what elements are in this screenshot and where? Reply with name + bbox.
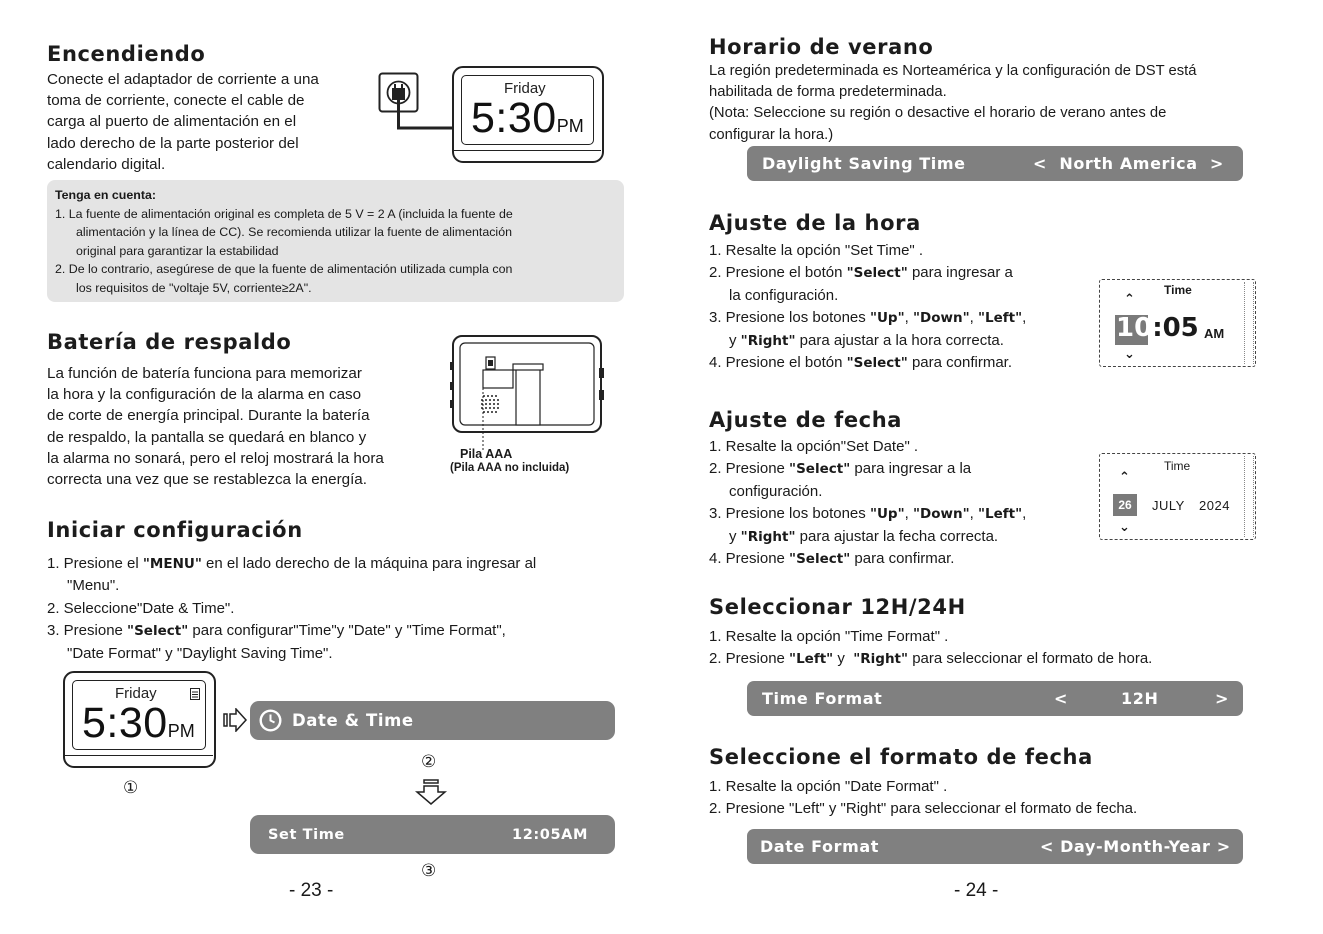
page-number-right: - 24 - [954, 880, 999, 901]
chevron-down-icon[interactable]: ⌄ [1119, 519, 1130, 534]
dst-setting-bar[interactable] [747, 146, 1243, 181]
time-preview-label: Time [1164, 283, 1192, 297]
time-format-next-icon[interactable]: > [1215, 689, 1230, 708]
chevron-up-icon[interactable]: ⌃ [1124, 291, 1135, 306]
step-marker-3: ③ [421, 861, 437, 880]
scroll-strip [1244, 282, 1254, 364]
set-time-label: Set Time [268, 826, 345, 843]
power-outlet-icon [378, 72, 458, 137]
date-preview-month: JULY [1152, 498, 1185, 513]
power-title: Encendiendo [47, 42, 206, 66]
note-title: Tenga en cuenta: [55, 188, 156, 202]
date-format-label: Date Format [760, 837, 880, 856]
device-day: Friday [504, 80, 546, 97]
date-steps: 1. Resalte la opción"Set Date" . 2. Presione "Select" para ingresar a la configuración. 3. Presione los botones "Up", "Down", "Left", y "Right" para ajustar la fecha correcta. 4. Presione "Select" para confirmar. [709, 438, 1027, 568]
device-back-illustration [450, 334, 605, 454]
power-text: Conecte el adaptador de corriente a una toma de corriente, conecte el cable de carga al puerto de alimentación en el lado derecho de la parte posterior del calendario digital. [47, 71, 319, 173]
setup-steps: 1. Presione el "MENU" en el lado derecho de la máquina para ingresar al "Menu". 2. Seleccione"Date & Time". 3. Presione "Select" para configurar"Time"y "Date" y "Time Format", "Date Format" y "Daylight Saving Time". [47, 555, 537, 662]
dst-value: < North America > [1033, 154, 1224, 173]
time-format-value: 12H [1121, 689, 1159, 708]
day-highlight[interactable]: 26 [1113, 494, 1137, 516]
scroll-strip [1244, 456, 1254, 537]
device-day: Friday [115, 685, 157, 702]
dateformat-steps: 1. Resalte la opción "Date Format" . 2. Presione "Left" y "Right" para seleccionar el formato de fecha. [709, 778, 1138, 818]
device-time: 5:30PM [82, 699, 195, 747]
calendar-device-illustration [452, 66, 604, 163]
dst-title: Horario de verano [709, 35, 934, 59]
time-steps: 1. Resalte la opción "Set Time" . 2. Presione el botón "Select" para ingresar a la configuración. 3. Presione los botones "Up", "Down", "Left", y "Right" para ajustar a la hora correcta. 4. Presione el botón "Select" para confirmar. [709, 242, 1027, 372]
battery-text: La función de batería funciona para memorizar la hora y la configuración de la alarma en caso de corte de energía principal. Durante la batería de respaldo, la pantalla se quedará en blanco y la alarma no sonará, pero el reloj mostrará la hora correcta una vez que se restablezca la energía. [47, 365, 384, 489]
menu-item-set-time[interactable] [250, 815, 615, 854]
chevron-up-icon[interactable]: ⌃ [1119, 469, 1130, 484]
device-time: 5:30PM [471, 94, 584, 142]
time-preview-ampm: AM [1204, 326, 1225, 341]
setup-title: Iniciar configuración [47, 518, 303, 542]
note-box: Tenga en cuenta: 1. La fuente de alimentación original es completa de 5 V = 2 A (incluida la fuente de alimentación y la línea de CC). Se recomienda utilizar la fuente de alimentación original para garantizar la estabilidad 2. De lo contrario, asegúrese de que la fuente de alimentación utilizada cumpla con los requisitos de "voltaje 5V, corriente≥2A". [47, 180, 624, 302]
date-preview-box [1099, 453, 1256, 540]
dst-label: Daylight Saving Time [762, 154, 966, 173]
time-preview-box [1099, 279, 1256, 367]
arrow-right-icon [223, 708, 248, 732]
date-format-bar[interactable] [747, 829, 1243, 864]
time-format-prev-icon[interactable]: < [1054, 689, 1069, 708]
clock-icon [258, 708, 283, 733]
chevron-down-icon[interactable]: ⌄ [1124, 346, 1135, 361]
battery-label: Pila AAA [460, 447, 513, 461]
dateformat-title: Seleccione el formato de fecha [709, 745, 1093, 769]
step-marker-2: ② [421, 752, 437, 771]
set-time-value: 12:05AM [512, 826, 589, 843]
arrow-down-icon [415, 779, 447, 805]
date-preview-label: Time [1164, 459, 1191, 473]
time-title: Ajuste de la hora [709, 211, 921, 235]
battery-title: Batería de respaldo [47, 330, 292, 354]
date-title: Ajuste de fecha [709, 408, 903, 432]
step-marker-1: ① [123, 778, 139, 797]
time-preview-value: 10:05 [1116, 313, 1199, 343]
time-format-label: Time Format [762, 689, 883, 708]
date-format-value: < Day-Month-Year > [1040, 837, 1231, 856]
menu-item-date-time[interactable] [250, 701, 615, 740]
time-format-bar[interactable] [747, 681, 1243, 716]
date-preview-year: 2024 [1199, 498, 1230, 513]
calendar-device-menu-illustration [63, 671, 216, 768]
battery-note-label: (Pila AAA no incluida) [450, 462, 570, 474]
format-steps: 1. Resalte la opción "Time Format" . 2. Presione "Left" y "Right" para seleccionar el formato de hora. [709, 628, 1153, 668]
dst-text: La región predeterminada es Norteamérica y la configuración de DST está habilitada de forma predeterminada. (Nota: Seleccione su región o desactive el horario de verano antes de configurar la hora.) [709, 63, 1197, 143]
menu-item-date-time-label: Date & Time [292, 711, 414, 730]
page-number-left: - 23 - [289, 880, 334, 901]
format-title: Seleccionar 12H/24H [709, 595, 966, 619]
